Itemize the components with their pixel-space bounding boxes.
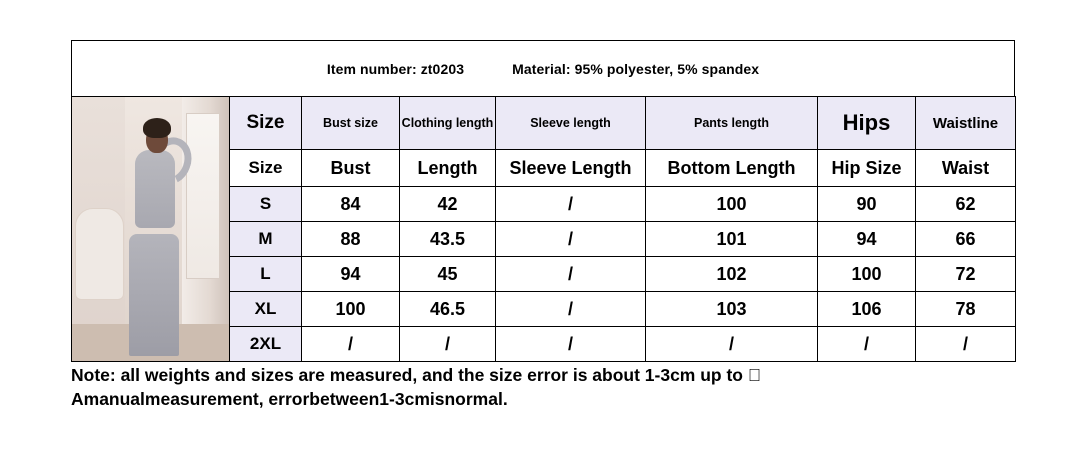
cell-bottom: 100 [646,187,818,222]
note-line-1: Note: all weights and sizes are measured, and the size error is about 1-3cm up to ⃟ [71,365,761,385]
cell-size: 2XL [230,327,302,362]
header-waistline: Waistline [916,97,1016,150]
cell-size: S [230,187,302,222]
cell-length: / [400,327,496,362]
item-number-text: Item number: zt0203 [326,61,465,77]
cell-waist: / [916,327,1016,362]
cell-waist: 62 [916,187,1016,222]
cell-length: 42 [400,187,496,222]
cell-bottom: 101 [646,222,818,257]
cell-hip: 94 [818,222,916,257]
cell-sleeve: / [496,222,646,257]
cell-length: 46.5 [400,292,496,327]
subheader-size: Size [230,150,302,187]
cell-size: XL [230,292,302,327]
cell-bust: 84 [302,187,400,222]
photo-cell [72,97,230,362]
cell-size: M [230,222,302,257]
cell-hip: 90 [818,187,916,222]
model-photo [72,97,229,361]
cell-waist: 66 [916,222,1016,257]
cell-bottom: 102 [646,257,818,292]
subheader-length: Length [400,150,496,187]
header-row-primary [72,97,1016,150]
cell-hip: 100 [818,257,916,292]
subheader-waist: Waist [916,150,1016,187]
header-clothing-length: Clothing length [400,97,496,150]
photo-chair-shape [75,208,124,300]
header-pants-length: Pants length [646,97,818,150]
cell-sleeve: / [496,292,646,327]
cell-bottom: / [646,327,818,362]
cell-sleeve: / [496,257,646,292]
subheader-sleeve-length: Sleeve Length [496,150,646,187]
cell-bust: 88 [302,222,400,257]
cell-length: 43.5 [400,222,496,257]
header-size: Size [230,97,302,150]
cell-sleeve: / [496,327,646,362]
cell-bottom: 103 [646,292,818,327]
header-sleeve-length: Sleeve length [496,97,646,150]
cell-waist: 78 [916,292,1016,327]
cell-hip: / [818,327,916,362]
cell-bust: 94 [302,257,400,292]
size-table-main [71,96,1016,362]
material-text: Material: 95% polyester, 5% spandex [512,61,760,77]
cell-size: L [230,257,302,292]
cell-hip: 106 [818,292,916,327]
model-legs-shape [129,234,179,355]
subheader-bust: Bust [302,150,400,187]
cell-bust: / [302,327,400,362]
photo-window-panel [186,113,219,279]
subheader-bottom-length: Bottom Length [646,150,818,187]
subheader-hip-size: Hip Size [818,150,916,187]
header-hips: Hips [818,97,916,150]
model-hair-shape [143,118,171,138]
measurement-note [71,364,1001,411]
product-info-header [71,40,1015,97]
note-line-2: Amanualmeasurement, errorbetween1-3cmisnormal. [71,388,508,409]
cell-waist: 72 [916,257,1016,292]
cell-sleeve: / [496,187,646,222]
header-bust-size: Bust size [302,97,400,150]
cell-length: 45 [400,257,496,292]
cell-bust: 100 [302,292,400,327]
